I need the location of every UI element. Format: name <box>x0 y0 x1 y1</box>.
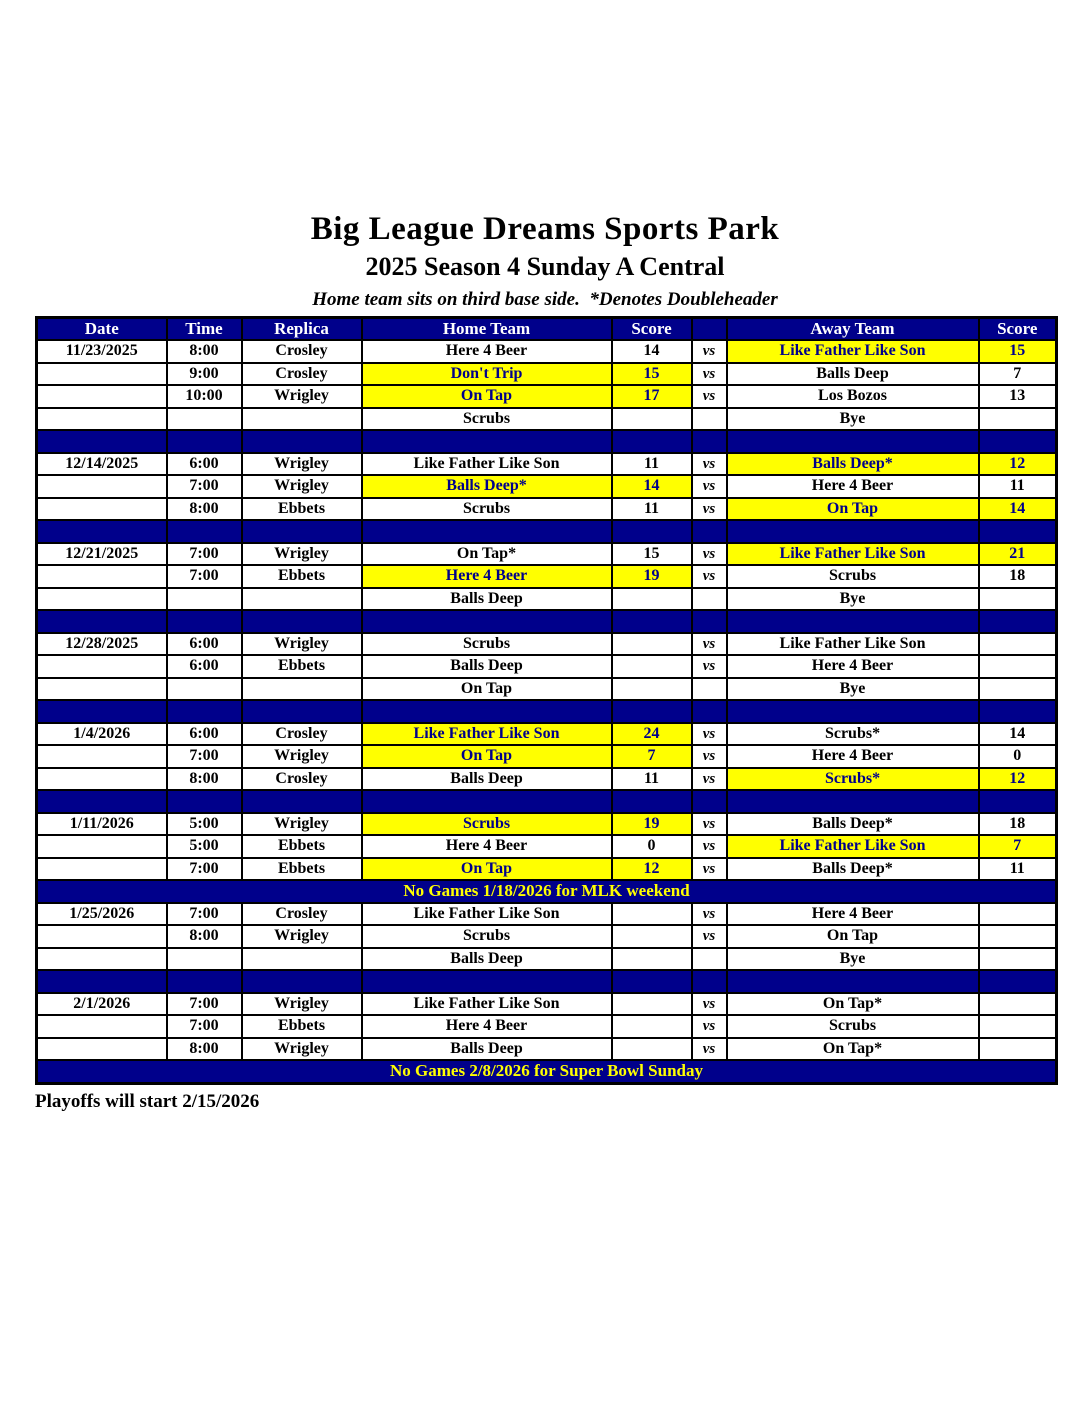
date-cell <box>37 655 167 678</box>
separator-cell <box>612 700 692 723</box>
replica-cell: Wrigley <box>242 475 362 498</box>
away-team-cell: On Tap* <box>727 993 979 1016</box>
home-score-cell: 19 <box>612 813 692 836</box>
home-team-cell: Scrubs <box>362 925 612 948</box>
replica-cell: Wrigley <box>242 993 362 1016</box>
separator-cell <box>37 700 167 723</box>
replica-cell: Crosley <box>242 723 362 746</box>
home-score-cell <box>612 408 692 431</box>
game-row <box>37 565 1057 588</box>
separator-cell <box>167 430 242 453</box>
away-team-cell: Scrubs* <box>727 723 979 746</box>
game-row <box>37 385 1057 408</box>
home-score-cell: 14 <box>612 475 692 498</box>
separator-cell <box>37 970 167 993</box>
date-cell <box>37 858 167 881</box>
home-score-cell <box>612 1038 692 1061</box>
separator-cell <box>37 520 167 543</box>
away-team-cell: Like Father Like Son <box>727 835 979 858</box>
time-cell <box>167 678 242 701</box>
vs-label <box>692 678 727 701</box>
time-cell <box>167 408 242 431</box>
home-score-cell <box>612 993 692 1016</box>
replica-cell: Ebbets <box>242 835 362 858</box>
away-team-cell: Balls Deep <box>727 363 979 386</box>
away-score-cell <box>979 633 1057 656</box>
time-cell: 7:00 <box>167 993 242 1016</box>
vs-label: vs <box>692 858 727 881</box>
away-score-cell: 12 <box>979 768 1057 791</box>
away-score-cell: 14 <box>979 723 1057 746</box>
separator-cell <box>727 970 979 993</box>
home-team-cell: Like Father Like Son <box>362 993 612 1016</box>
home-score-cell: 15 <box>612 543 692 566</box>
separator-cell <box>167 700 242 723</box>
home-team-cell: Balls Deep <box>362 1038 612 1061</box>
time-cell <box>167 948 242 971</box>
home-team-cell: Scrubs <box>362 408 612 431</box>
vs-label: vs <box>692 835 727 858</box>
game-row <box>37 363 1057 386</box>
home-score-cell <box>612 948 692 971</box>
replica-cell: Wrigley <box>242 385 362 408</box>
away-score-cell: 14 <box>979 498 1057 521</box>
time-cell <box>167 588 242 611</box>
date-cell: 1/25/2026 <box>37 903 167 926</box>
time-cell: 8:00 <box>167 340 242 363</box>
bye-row <box>37 948 1057 971</box>
separator-cell <box>979 520 1057 543</box>
time-cell: 8:00 <box>167 925 242 948</box>
separator-cell <box>979 610 1057 633</box>
note-row <box>37 1060 1057 1083</box>
away-score-cell <box>979 948 1057 971</box>
away-score-cell <box>979 993 1057 1016</box>
home-score-cell <box>612 678 692 701</box>
home-team-cell: Here 4 Beer <box>362 340 612 363</box>
time-cell: 7:00 <box>167 475 242 498</box>
separator-cell <box>612 520 692 543</box>
separator-cell <box>37 430 167 453</box>
away-team-cell: Scrubs <box>727 565 979 588</box>
away-score-cell: 18 <box>979 813 1057 836</box>
away-team-cell: Balls Deep* <box>727 858 979 881</box>
column-header-score-away: Score <box>979 317 1057 340</box>
replica-cell: Crosley <box>242 768 362 791</box>
home-score-cell: 17 <box>612 385 692 408</box>
replica-cell: Ebbets <box>242 858 362 881</box>
date-cell <box>37 588 167 611</box>
vs-label: vs <box>692 993 727 1016</box>
game-row <box>37 633 1057 656</box>
vs-label: vs <box>692 813 727 836</box>
time-cell: 7:00 <box>167 565 242 588</box>
home-team-cell: Balls Deep <box>362 948 612 971</box>
game-row <box>37 475 1057 498</box>
away-score-cell: 7 <box>979 363 1057 386</box>
vs-label <box>692 408 727 431</box>
replica-cell: Ebbets <box>242 498 362 521</box>
home-score-cell: 11 <box>612 453 692 476</box>
away-team-cell: Bye <box>727 408 979 431</box>
date-cell <box>37 565 167 588</box>
column-header-away-team: Away Team <box>727 317 979 340</box>
home-team-cell: On Tap <box>362 858 612 881</box>
separator-cell <box>612 790 692 813</box>
game-row <box>37 1038 1057 1061</box>
home-score-cell: 11 <box>612 498 692 521</box>
home-score-cell: 0 <box>612 835 692 858</box>
home-score-cell: 19 <box>612 565 692 588</box>
home-team-cell: Balls Deep <box>362 768 612 791</box>
away-score-cell <box>979 588 1057 611</box>
away-score-cell: 12 <box>979 453 1057 476</box>
home-team-cell: Here 4 Beer <box>362 565 612 588</box>
separator-cell <box>167 520 242 543</box>
away-score-cell <box>979 678 1057 701</box>
replica-cell <box>242 588 362 611</box>
home-score-cell <box>612 588 692 611</box>
note-text: No Games 2/8/2026 for Super Bowl Sunday <box>37 1060 1057 1083</box>
replica-cell: Wrigley <box>242 1038 362 1061</box>
time-cell: 7:00 <box>167 858 242 881</box>
date-cell: 1/4/2026 <box>37 723 167 746</box>
separator-cell <box>692 430 727 453</box>
vs-label: vs <box>692 633 727 656</box>
column-header-replica: Replica <box>242 317 362 340</box>
separator-cell <box>727 430 979 453</box>
replica-cell: Wrigley <box>242 543 362 566</box>
home-team-cell: Like Father Like Son <box>362 723 612 746</box>
date-cell <box>37 385 167 408</box>
schedule-table <box>35 316 1058 1085</box>
away-score-cell: 7 <box>979 835 1057 858</box>
time-cell: 7:00 <box>167 903 242 926</box>
separator-cell <box>979 970 1057 993</box>
note-row <box>37 880 1057 903</box>
vs-label: vs <box>692 475 727 498</box>
separator-cell <box>727 700 979 723</box>
date-cell <box>37 363 167 386</box>
time-cell: 6:00 <box>167 655 242 678</box>
away-team-cell: Balls Deep* <box>727 813 979 836</box>
separator-cell <box>979 430 1057 453</box>
vs-label: vs <box>692 385 727 408</box>
time-cell: 6:00 <box>167 453 242 476</box>
away-team-cell: Here 4 Beer <box>727 903 979 926</box>
away-team-cell: Balls Deep* <box>727 453 979 476</box>
time-cell: 8:00 <box>167 498 242 521</box>
away-team-cell: Bye <box>727 948 979 971</box>
replica-cell <box>242 408 362 431</box>
vs-label <box>692 588 727 611</box>
vs-label: vs <box>692 543 727 566</box>
game-row <box>37 498 1057 521</box>
home-team-cell: Like Father Like Son <box>362 453 612 476</box>
separator-cell <box>167 790 242 813</box>
separator-cell <box>362 520 612 543</box>
replica-cell <box>242 678 362 701</box>
replica-cell: Crosley <box>242 340 362 363</box>
date-cell: 12/14/2025 <box>37 453 167 476</box>
away-score-cell: 0 <box>979 745 1057 768</box>
separator-cell <box>242 520 362 543</box>
game-row <box>37 925 1057 948</box>
page-title: Big League Dreams Sports Park <box>310 211 780 247</box>
date-cell <box>37 745 167 768</box>
time-cell: 6:00 <box>167 633 242 656</box>
section-separator <box>37 700 1057 723</box>
replica-cell: Wrigley <box>242 633 362 656</box>
home-team-cell: Here 4 Beer <box>362 1015 612 1038</box>
vs-label: vs <box>692 723 727 746</box>
replica-cell: Ebbets <box>242 1015 362 1038</box>
separator-cell <box>612 430 692 453</box>
game-row <box>37 993 1057 1016</box>
date-cell: 11/23/2025 <box>37 340 167 363</box>
game-row <box>37 858 1057 881</box>
separator-cell <box>692 700 727 723</box>
game-row <box>37 1015 1057 1038</box>
time-cell: 7:00 <box>167 543 242 566</box>
separator-cell <box>692 970 727 993</box>
column-header-time: Time <box>167 317 242 340</box>
separator-cell <box>242 970 362 993</box>
away-team-cell: Like Father Like Son <box>727 340 979 363</box>
date-cell <box>37 475 167 498</box>
date-cell: 1/11/2026 <box>37 813 167 836</box>
separator-cell <box>362 700 612 723</box>
separator-cell <box>612 610 692 633</box>
column-header-date: Date <box>37 317 167 340</box>
away-score-cell <box>979 1038 1057 1061</box>
replica-cell: Wrigley <box>242 453 362 476</box>
home-score-cell <box>612 1015 692 1038</box>
bye-row <box>37 408 1057 431</box>
home-team-cell: Balls Deep <box>362 655 612 678</box>
vs-label: vs <box>692 925 727 948</box>
separator-cell <box>727 520 979 543</box>
separator-cell <box>727 610 979 633</box>
vs-label: vs <box>692 903 727 926</box>
away-score-cell <box>979 903 1057 926</box>
vs-label: vs <box>692 340 727 363</box>
playoffs-note: Playoffs will start 2/15/2026 <box>35 1090 260 1112</box>
replica-cell: Ebbets <box>242 655 362 678</box>
home-score-cell: 14 <box>612 340 692 363</box>
game-row <box>37 453 1057 476</box>
home-score-cell <box>612 903 692 926</box>
separator-cell <box>362 790 612 813</box>
away-score-cell <box>979 925 1057 948</box>
home-team-cell: Like Father Like Son <box>362 903 612 926</box>
vs-label: vs <box>692 1015 727 1038</box>
date-cell <box>37 408 167 431</box>
home-team-cell: On Tap* <box>362 543 612 566</box>
schedule-sheet <box>35 0 1055 1113</box>
away-team-cell: Los Bozos <box>727 385 979 408</box>
home-team-cell: On Tap <box>362 385 612 408</box>
replica-cell: Wrigley <box>242 813 362 836</box>
date-cell <box>37 498 167 521</box>
away-team-cell: On Tap <box>727 925 979 948</box>
date-cell <box>37 768 167 791</box>
separator-cell <box>362 430 612 453</box>
time-cell: 7:00 <box>167 1015 242 1038</box>
away-score-cell: 15 <box>979 340 1057 363</box>
column-header-vs <box>692 317 727 340</box>
separator-cell <box>692 520 727 543</box>
date-cell <box>37 835 167 858</box>
separator-cell <box>242 790 362 813</box>
separator-cell <box>979 700 1057 723</box>
home-team-cell: Don't Trip <box>362 363 612 386</box>
vs-label: vs <box>692 655 727 678</box>
separator-cell <box>362 970 612 993</box>
vs-label: vs <box>692 453 727 476</box>
home-score-cell <box>612 655 692 678</box>
date-cell <box>37 948 167 971</box>
home-score-cell: 7 <box>612 745 692 768</box>
date-cell: 2/1/2026 <box>37 993 167 1016</box>
separator-cell <box>167 610 242 633</box>
away-score-cell: 18 <box>979 565 1057 588</box>
note-text: No Games 1/18/2026 for MLK weekend <box>37 880 1057 903</box>
time-cell: 10:00 <box>167 385 242 408</box>
home-score-cell: 15 <box>612 363 692 386</box>
date-cell <box>37 678 167 701</box>
away-team-cell: On Tap <box>727 498 979 521</box>
away-team-cell: On Tap* <box>727 1038 979 1061</box>
game-row <box>37 543 1057 566</box>
vs-label: vs <box>692 565 727 588</box>
column-header-home-team: Home Team <box>362 317 612 340</box>
game-row <box>37 768 1057 791</box>
home-score-cell <box>612 633 692 656</box>
away-score-cell <box>979 1015 1057 1038</box>
game-row <box>37 723 1057 746</box>
page-subtitle: 2025 Season 4 Sunday A Central <box>365 251 725 281</box>
game-row <box>37 745 1057 768</box>
time-cell: 7:00 <box>167 745 242 768</box>
replica-cell: Crosley <box>242 363 362 386</box>
time-cell: 5:00 <box>167 813 242 836</box>
separator-cell <box>37 610 167 633</box>
separator-cell <box>362 610 612 633</box>
section-separator <box>37 790 1057 813</box>
home-team-cell: Scrubs <box>362 498 612 521</box>
vs-label: vs <box>692 768 727 791</box>
home-team-cell: Scrubs <box>362 633 612 656</box>
away-team-cell: Bye <box>727 588 979 611</box>
away-team-cell: Here 4 Beer <box>727 655 979 678</box>
separator-cell <box>612 970 692 993</box>
away-team-cell: Here 4 Beer <box>727 475 979 498</box>
home-score-cell: 12 <box>612 858 692 881</box>
away-team-cell: Scrubs <box>727 1015 979 1038</box>
separator-cell <box>692 790 727 813</box>
separator-cell <box>727 790 979 813</box>
time-cell: 8:00 <box>167 1038 242 1061</box>
date-cell <box>37 1038 167 1061</box>
game-row <box>37 835 1057 858</box>
section-separator <box>37 970 1057 993</box>
away-score-cell: 11 <box>979 858 1057 881</box>
away-score-cell: 11 <box>979 475 1057 498</box>
date-cell: 12/21/2025 <box>37 543 167 566</box>
game-row <box>37 903 1057 926</box>
home-score-cell <box>612 925 692 948</box>
away-score-cell <box>979 408 1057 431</box>
date-cell: 12/28/2025 <box>37 633 167 656</box>
vs-label: vs <box>692 363 727 386</box>
home-team-cell: Scrubs <box>362 813 612 836</box>
separator-cell <box>167 970 242 993</box>
separator-cell <box>37 790 167 813</box>
separator-cell <box>242 700 362 723</box>
header-row <box>37 317 1057 340</box>
replica-cell <box>242 948 362 971</box>
section-separator <box>37 520 1057 543</box>
away-score-cell: 13 <box>979 385 1057 408</box>
replica-cell: Wrigley <box>242 745 362 768</box>
away-team-cell: Bye <box>727 678 979 701</box>
home-team-cell: On Tap <box>362 745 612 768</box>
replica-cell: Wrigley <box>242 925 362 948</box>
away-score-cell: 21 <box>979 543 1057 566</box>
game-row <box>37 655 1057 678</box>
game-row <box>37 813 1057 836</box>
away-team-cell: Like Father Like Son <box>727 633 979 656</box>
vs-label <box>692 948 727 971</box>
away-score-cell <box>979 655 1057 678</box>
bye-row <box>37 678 1057 701</box>
replica-cell: Crosley <box>242 903 362 926</box>
separator-cell <box>692 610 727 633</box>
vs-label: vs <box>692 1038 727 1061</box>
away-team-cell: Scrubs* <box>727 768 979 791</box>
time-cell: 6:00 <box>167 723 242 746</box>
separator-cell <box>979 790 1057 813</box>
away-team-cell: Here 4 Beer <box>727 745 979 768</box>
section-separator <box>37 430 1057 453</box>
separator-cell <box>242 610 362 633</box>
date-cell <box>37 925 167 948</box>
bye-row <box>37 588 1057 611</box>
time-cell: 8:00 <box>167 768 242 791</box>
section-separator <box>37 610 1057 633</box>
date-cell <box>37 1015 167 1038</box>
vs-label: vs <box>692 498 727 521</box>
home-team-cell: Here 4 Beer <box>362 835 612 858</box>
replica-cell: Ebbets <box>242 565 362 588</box>
game-row <box>37 340 1057 363</box>
separator-cell <box>242 430 362 453</box>
home-score-cell: 24 <box>612 723 692 746</box>
page-tagline: Home team sits on third base side. *Denotes Doubleheader <box>312 288 778 310</box>
vs-label: vs <box>692 745 727 768</box>
column-header-score: Score <box>612 317 692 340</box>
home-team-cell: Balls Deep* <box>362 475 612 498</box>
away-team-cell: Like Father Like Son <box>727 543 979 566</box>
home-team-cell: Balls Deep <box>362 588 612 611</box>
time-cell: 5:00 <box>167 835 242 858</box>
home-score-cell: 11 <box>612 768 692 791</box>
home-team-cell: On Tap <box>362 678 612 701</box>
time-cell: 9:00 <box>167 363 242 386</box>
